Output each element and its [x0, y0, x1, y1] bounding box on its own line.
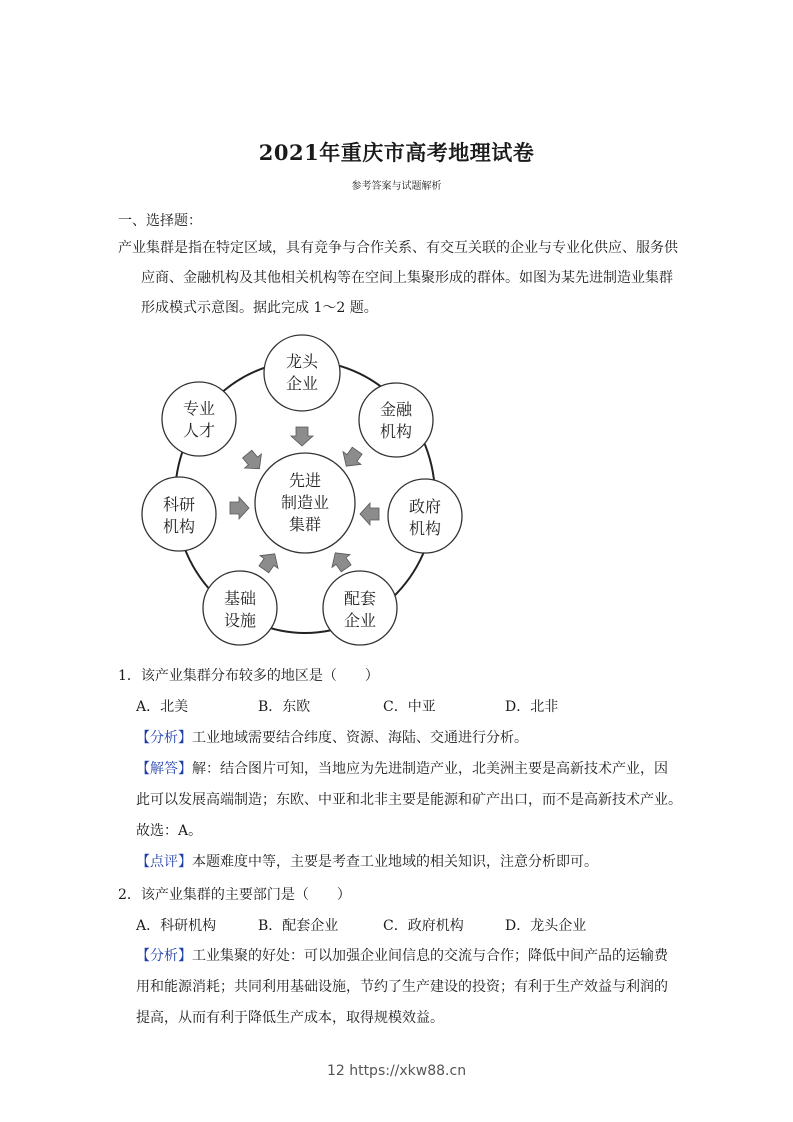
q1-answer-line-3: 故选：A。 [136, 823, 203, 839]
q2-option-c[interactable]: C．政府机构 [383, 918, 464, 934]
q2-option-b[interactable]: B．配套企业 [258, 918, 339, 934]
comment-tag: 【点评】 [136, 854, 192, 870]
q2-option-a[interactable]: A．科研机构 [136, 918, 217, 934]
q1-option-a[interactable]: A．北美 [136, 699, 189, 715]
node-infrastructure [203, 571, 277, 645]
svg-text:机构: 机构 [162, 517, 196, 536]
q2-analysis-line-1: 【分析】工业集聚的好处：可以加强企业间信息的交流与合作；降低中间产品的运输费 [136, 948, 668, 964]
intro-line-3: 形成模式示意图。据此完成 1～2 题。 [141, 300, 378, 316]
svg-text:基础: 基础 [223, 589, 257, 608]
svg-text:机构: 机构 [379, 422, 413, 441]
svg-text:机构: 机构 [408, 519, 442, 538]
node-talent [162, 382, 236, 456]
q1-answer-line-2: 此可以发展高端制造；东欧、中亚和北非主要是能源和矿产出口，而不是高新技术产业。 [136, 792, 682, 808]
answer-tag: 【解答】 [136, 761, 192, 777]
svg-text:人才: 人才 [182, 421, 216, 440]
svg-text:专业: 专业 [182, 399, 216, 418]
analysis-tag: 【分析】 [136, 948, 192, 964]
svg-text:金融: 金融 [379, 400, 413, 419]
svg-text:设施: 设施 [223, 611, 257, 630]
intro-line-1: 产业集群是指在特定区域，具有竞争与合作关系、有交互关联的企业与专业化供应、服务供 [118, 240, 678, 256]
arrow-down-icon [291, 427, 313, 446]
cluster-diagram [130, 330, 480, 650]
q1-analysis: 【分析】工业地域需要结合纬度、资源、海陆、交通进行分析。 [136, 730, 528, 746]
svg-text:配套: 配套 [343, 589, 377, 608]
node-research [142, 477, 216, 551]
q2-analysis-line-2: 用和能源消耗；共同利用基础设施，节约了生产建设的投资；有利于生产效益与利润的 [136, 979, 668, 995]
question-1-stem: 1．该产业集群分布较多的地区是（ ） [118, 668, 379, 684]
node-government [388, 479, 462, 553]
q1-answer-line-1: 【解答】解：结合图片可知，当地应为先进制造产业，北美洲主要是高新技术产业，因 [136, 761, 668, 777]
svg-text:龙头: 龙头 [285, 352, 319, 371]
arrow-left-icon [360, 503, 379, 525]
svg-text:科研: 科研 [162, 495, 196, 514]
q2-option-d[interactable]: D．龙头企业 [505, 918, 587, 934]
q1-option-c[interactable]: C．中亚 [383, 699, 436, 715]
arrow-up-right-icon [255, 547, 284, 575]
analysis-tag: 【分析】 [136, 730, 192, 746]
q1-option-d[interactable]: D．北非 [505, 699, 559, 715]
node-center-cluster [255, 453, 355, 553]
section-heading: 一、选择题： [118, 213, 202, 229]
node-leading-enterprise [264, 335, 340, 411]
svg-text:政府: 政府 [408, 497, 442, 516]
node-finance [359, 383, 433, 457]
arrow-down-right-icon [239, 447, 268, 476]
page-title: 2021年重庆市高考地理试卷 [258, 140, 535, 165]
svg-text:企业: 企业 [285, 374, 319, 393]
q2-analysis-line-3: 提高，从而有利于降低生产成本，取得规模效益。 [136, 1010, 444, 1026]
page-subtitle: 参考答案与试题解析 [351, 181, 442, 192]
svg-text:集群: 集群 [288, 515, 322, 534]
question-2-number: 2． [118, 887, 141, 903]
q1-option-b[interactable]: B．东欧 [258, 699, 311, 715]
intro-paragraph [118, 233, 693, 323]
node-supporting-enterprise [323, 571, 397, 645]
svg-text:先进: 先进 [288, 471, 322, 490]
q1-comment: 【点评】本题难度中等，主要是考查工业地域的相关知识，注意分析即可。 [136, 854, 598, 870]
svg-text:制造业: 制造业 [280, 493, 330, 512]
svg-text:企业: 企业 [343, 611, 377, 630]
question-2-stem: 2．该产业集群的主要部门是（ ） [118, 887, 351, 903]
question-1-number: 1． [118, 668, 141, 684]
arrow-up-left-icon [326, 546, 355, 574]
intro-line-2: 应商、金融机构及其他相关机构等在空间上集聚形成的群体。如图为某先进制造业集群 [141, 270, 673, 286]
arrow-right-icon [230, 497, 249, 519]
page-footer[interactable]: 12 https://xkw88.cn [326, 1063, 467, 1079]
